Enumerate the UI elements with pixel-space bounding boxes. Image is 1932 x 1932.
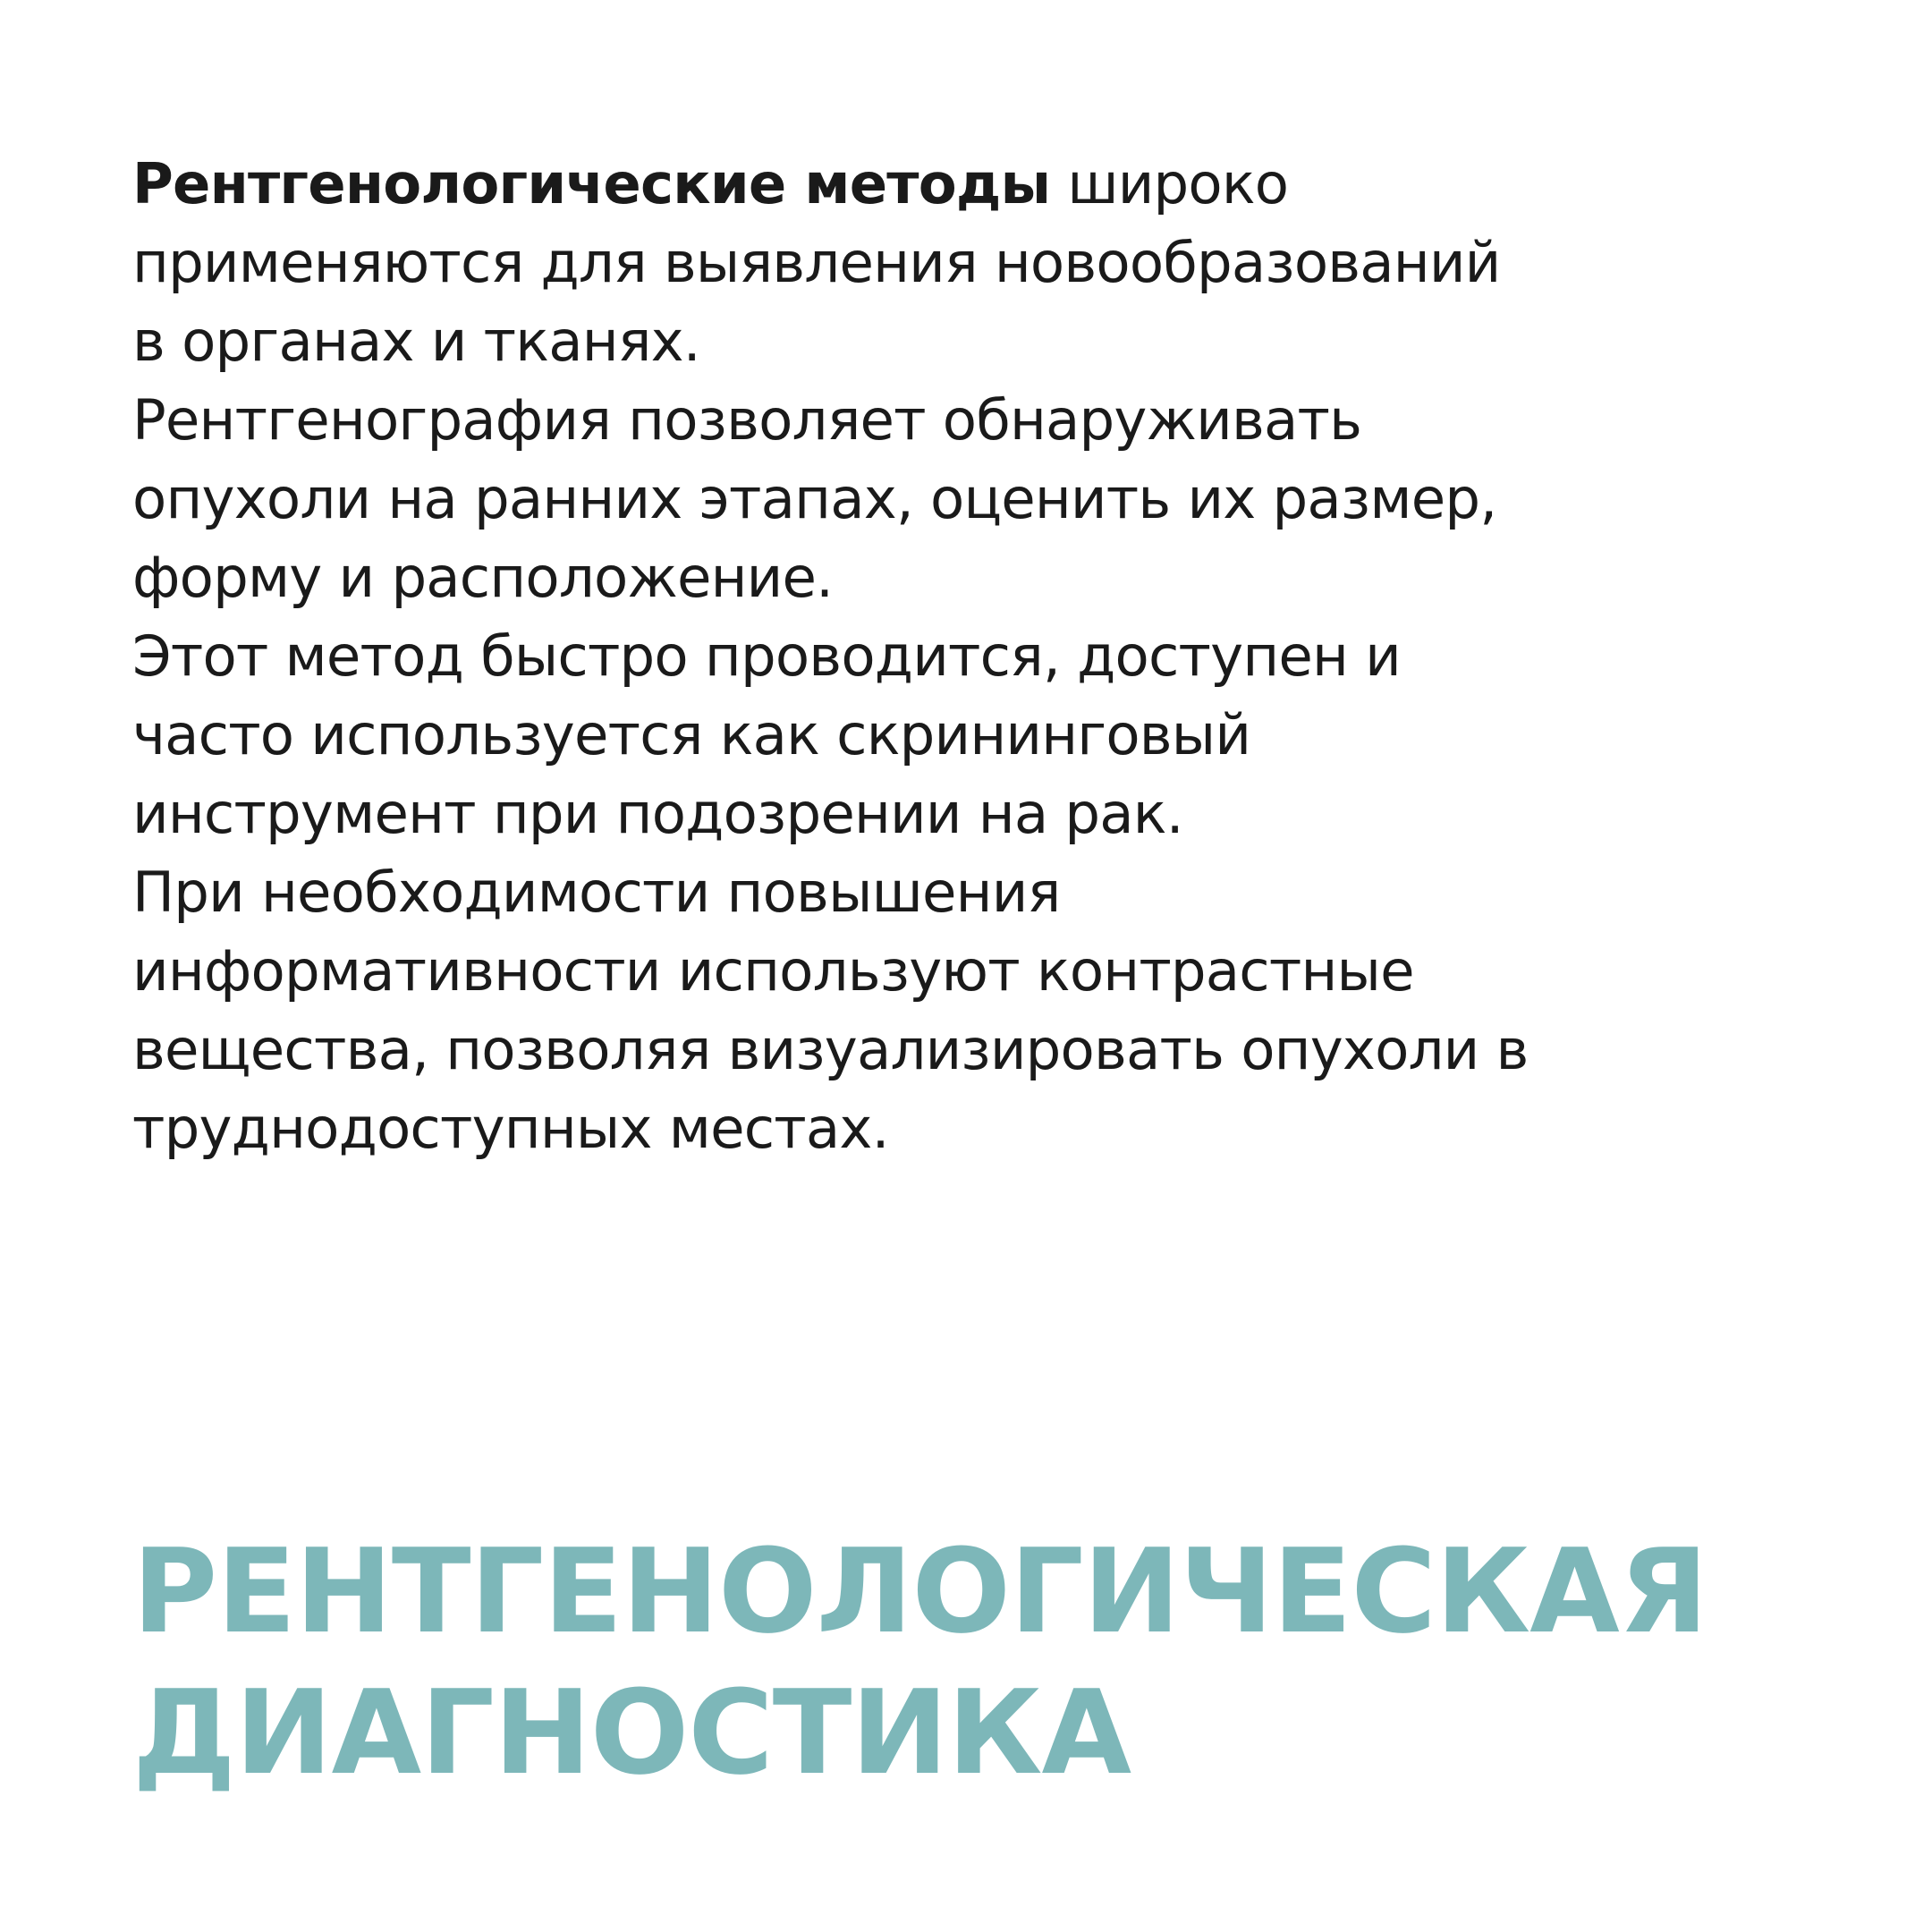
text-line-12: вещества, позволяя визуализировать опухоли в (132, 1017, 1529, 1082)
text-line-7: Этот метод быстро проводится, доступен и (132, 623, 1401, 689)
text-line-2: применяются для выявления новообразований (132, 230, 1501, 295)
bold-term: Рентгенологические методы (132, 151, 1051, 216)
text-line-11: информативности используют контрастные (132, 938, 1414, 1004)
headline-title (132, 1521, 1885, 1803)
text-line-9: инструмент при подозрении на рак. (132, 781, 1183, 846)
text-line-13: труднодоступных местах. (132, 1096, 889, 1161)
text-line-8: часто используется как скрининговый (132, 702, 1251, 767)
headline-line-1: РЕНТГЕНОЛОГИЧЕСКАЯ (132, 1523, 1707, 1659)
text-line-10: При необходимости повышения (132, 860, 1061, 925)
text-line-1 (132, 145, 1850, 224)
text-line-6: форму и расположение. (132, 545, 834, 610)
body-text (132, 145, 1850, 1168)
text-line-4: Рентгенография позволяет обнаруживать (132, 387, 1362, 453)
text-line-5: опухоли на ранних этапах, оценить их размер, (132, 466, 1497, 531)
text-line-3: в органах и тканях. (132, 309, 700, 374)
text-line-1-rest: широко (1050, 151, 1289, 216)
headline-line-2: ДИАГНОСТИКА (132, 1665, 1131, 1801)
